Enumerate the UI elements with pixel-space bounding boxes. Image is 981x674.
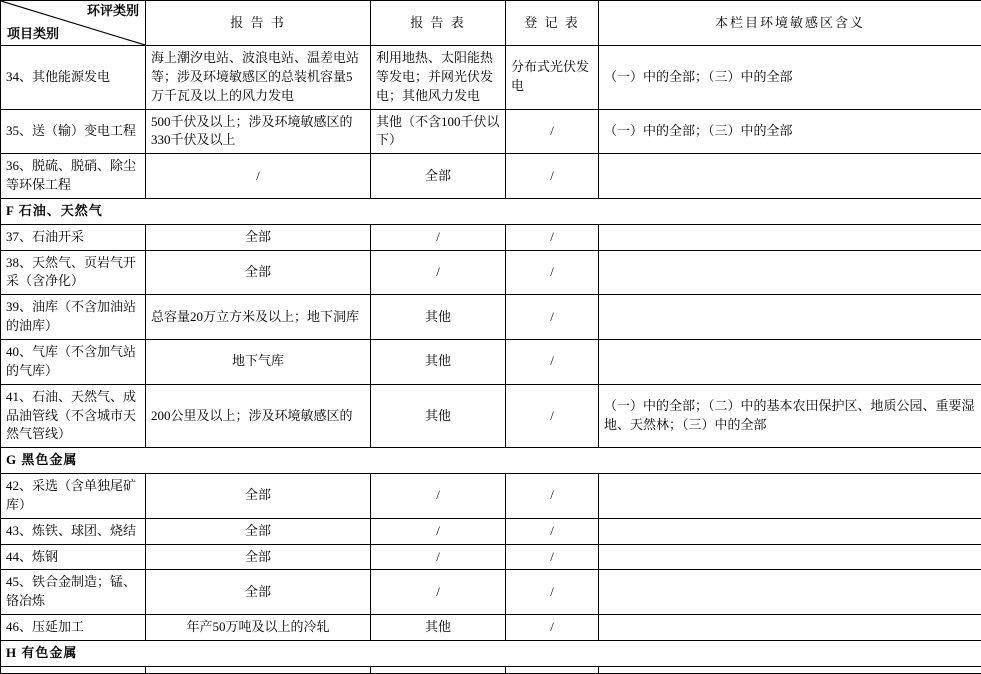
row-sensitive xyxy=(599,154,981,199)
table-row xyxy=(1,46,981,110)
row-registration: / xyxy=(506,384,599,448)
table-row xyxy=(1,570,981,615)
row-report-book xyxy=(146,666,371,673)
row-report-book: 全部 xyxy=(146,250,371,295)
header-diagonal-cell xyxy=(1,1,146,46)
row-report-form: 其他 xyxy=(371,339,506,384)
row-category-name: 37、石油开采 xyxy=(1,224,146,250)
row-category-name: 41、石油、天然气、成品油管线（不含城市天然气管线） xyxy=(1,384,146,448)
row-category-name: 45、铁合金制造；锰、铬冶炼 xyxy=(1,570,146,615)
header-report-form: 报 告 表 xyxy=(371,1,506,46)
table-body xyxy=(1,46,981,674)
row-registration: / xyxy=(506,518,599,544)
row-sensitive xyxy=(599,250,981,295)
table-row xyxy=(1,250,981,295)
row-report-form: / xyxy=(371,518,506,544)
row-sensitive: （一）中的全部；（三）中的全部 xyxy=(599,109,981,154)
table-row xyxy=(1,154,981,199)
row-sensitive xyxy=(599,295,981,340)
header-sensitive-area: 本栏目环境敏感区含义 xyxy=(599,1,981,46)
row-registration: / xyxy=(506,295,599,340)
row-report-form xyxy=(371,666,506,673)
row-registration: / xyxy=(506,109,599,154)
row-category-name: 43、炼铁、球团、烧结 xyxy=(1,518,146,544)
row-report-book: 全部 xyxy=(146,544,371,570)
row-registration: / xyxy=(506,544,599,570)
header-registration: 登 记 表 xyxy=(506,1,599,46)
row-report-form: 其他 xyxy=(371,295,506,340)
row-report-book: 500千伏及以上；涉及环境敏感区的330千伏及以上 xyxy=(146,109,371,154)
row-report-book: 总容量20万立方米及以上；地下洞库 xyxy=(146,295,371,340)
section-title: G 黑色金属 xyxy=(1,448,981,474)
row-report-form: 利用地热、太阳能热等发电；并网光伏发电；其他风力发电 xyxy=(371,46,506,110)
table-row xyxy=(1,474,981,519)
row-sensitive xyxy=(599,570,981,615)
row-category-name xyxy=(1,666,146,673)
row-category-name: 35、送（输）变电工程 xyxy=(1,109,146,154)
row-report-form: 其他 xyxy=(371,384,506,448)
row-category-name: 34、其他能源发电 xyxy=(1,46,146,110)
table-row-blank xyxy=(1,666,981,673)
row-report-form: / xyxy=(371,224,506,250)
row-registration: / xyxy=(506,224,599,250)
row-report-book: 海上潮汐电站、波浪电站、温差电站等；涉及环境敏感区的总装机容量5万千瓦及以上的风力发电 xyxy=(146,46,371,110)
header-report-book: 报 告 书 xyxy=(146,1,371,46)
row-report-book: 地下气库 xyxy=(146,339,371,384)
row-sensitive xyxy=(599,474,981,519)
row-report-form: 全部 xyxy=(371,154,506,199)
table-row xyxy=(1,544,981,570)
row-registration: / xyxy=(506,250,599,295)
row-registration xyxy=(506,666,599,673)
row-registration: / xyxy=(506,154,599,199)
row-registration: / xyxy=(506,615,599,641)
row-category-name: 40、气库（不含加气站的气库） xyxy=(1,339,146,384)
table-header-row xyxy=(1,1,981,46)
row-report-book: 全部 xyxy=(146,518,371,544)
row-sensitive xyxy=(599,224,981,250)
section-title: H 有色金属 xyxy=(1,640,981,666)
row-sensitive: （一）中的全部；（三）中的全部 xyxy=(599,46,981,110)
table-row xyxy=(1,518,981,544)
header-label-project: 项目类别 xyxy=(7,25,59,44)
row-category-name: 38、天然气、页岩气开采（含净化） xyxy=(1,250,146,295)
row-registration: / xyxy=(506,474,599,519)
row-report-form: / xyxy=(371,474,506,519)
section-title: F 石油、天然气 xyxy=(1,198,981,224)
row-sensitive xyxy=(599,339,981,384)
table-row xyxy=(1,295,981,340)
section-row-h xyxy=(1,640,981,666)
table-row xyxy=(1,224,981,250)
table-row xyxy=(1,384,981,448)
row-report-book: 年产50万吨及以上的冷轧 xyxy=(146,615,371,641)
row-report-book: 200公里及以上；涉及环境敏感区的 xyxy=(146,384,371,448)
row-report-book: 全部 xyxy=(146,474,371,519)
row-report-book: 全部 xyxy=(146,570,371,615)
row-sensitive xyxy=(599,666,981,673)
table-row xyxy=(1,339,981,384)
row-category-name: 46、压延加工 xyxy=(1,615,146,641)
header-label-category: 环评类别 xyxy=(87,2,139,21)
table-row xyxy=(1,109,981,154)
row-report-form: / xyxy=(371,544,506,570)
row-report-form: / xyxy=(371,570,506,615)
row-registration: / xyxy=(506,570,599,615)
row-sensitive: （一）中的全部；（二）中的基本农田保护区、地质公园、重要湿地、天然林；（三）中的全部 xyxy=(599,384,981,448)
row-category-name: 39、油库（不含加油站的油库） xyxy=(1,295,146,340)
row-sensitive xyxy=(599,518,981,544)
row-registration: / xyxy=(506,339,599,384)
row-report-form: 其他 xyxy=(371,615,506,641)
row-report-form: / xyxy=(371,250,506,295)
row-sensitive xyxy=(599,544,981,570)
row-category-name: 44、炼钢 xyxy=(1,544,146,570)
row-report-form: 其他（不含100千伏以下） xyxy=(371,109,506,154)
section-row-g xyxy=(1,448,981,474)
row-category-name: 42、采选（含单独尾矿库） xyxy=(1,474,146,519)
row-category-name: 36、脱硫、脱硝、除尘等环保工程 xyxy=(1,154,146,199)
row-report-book: / xyxy=(146,154,371,199)
row-registration: 分布式光伏发电 xyxy=(506,46,599,110)
row-report-book: 全部 xyxy=(146,224,371,250)
section-row-f xyxy=(1,198,981,224)
